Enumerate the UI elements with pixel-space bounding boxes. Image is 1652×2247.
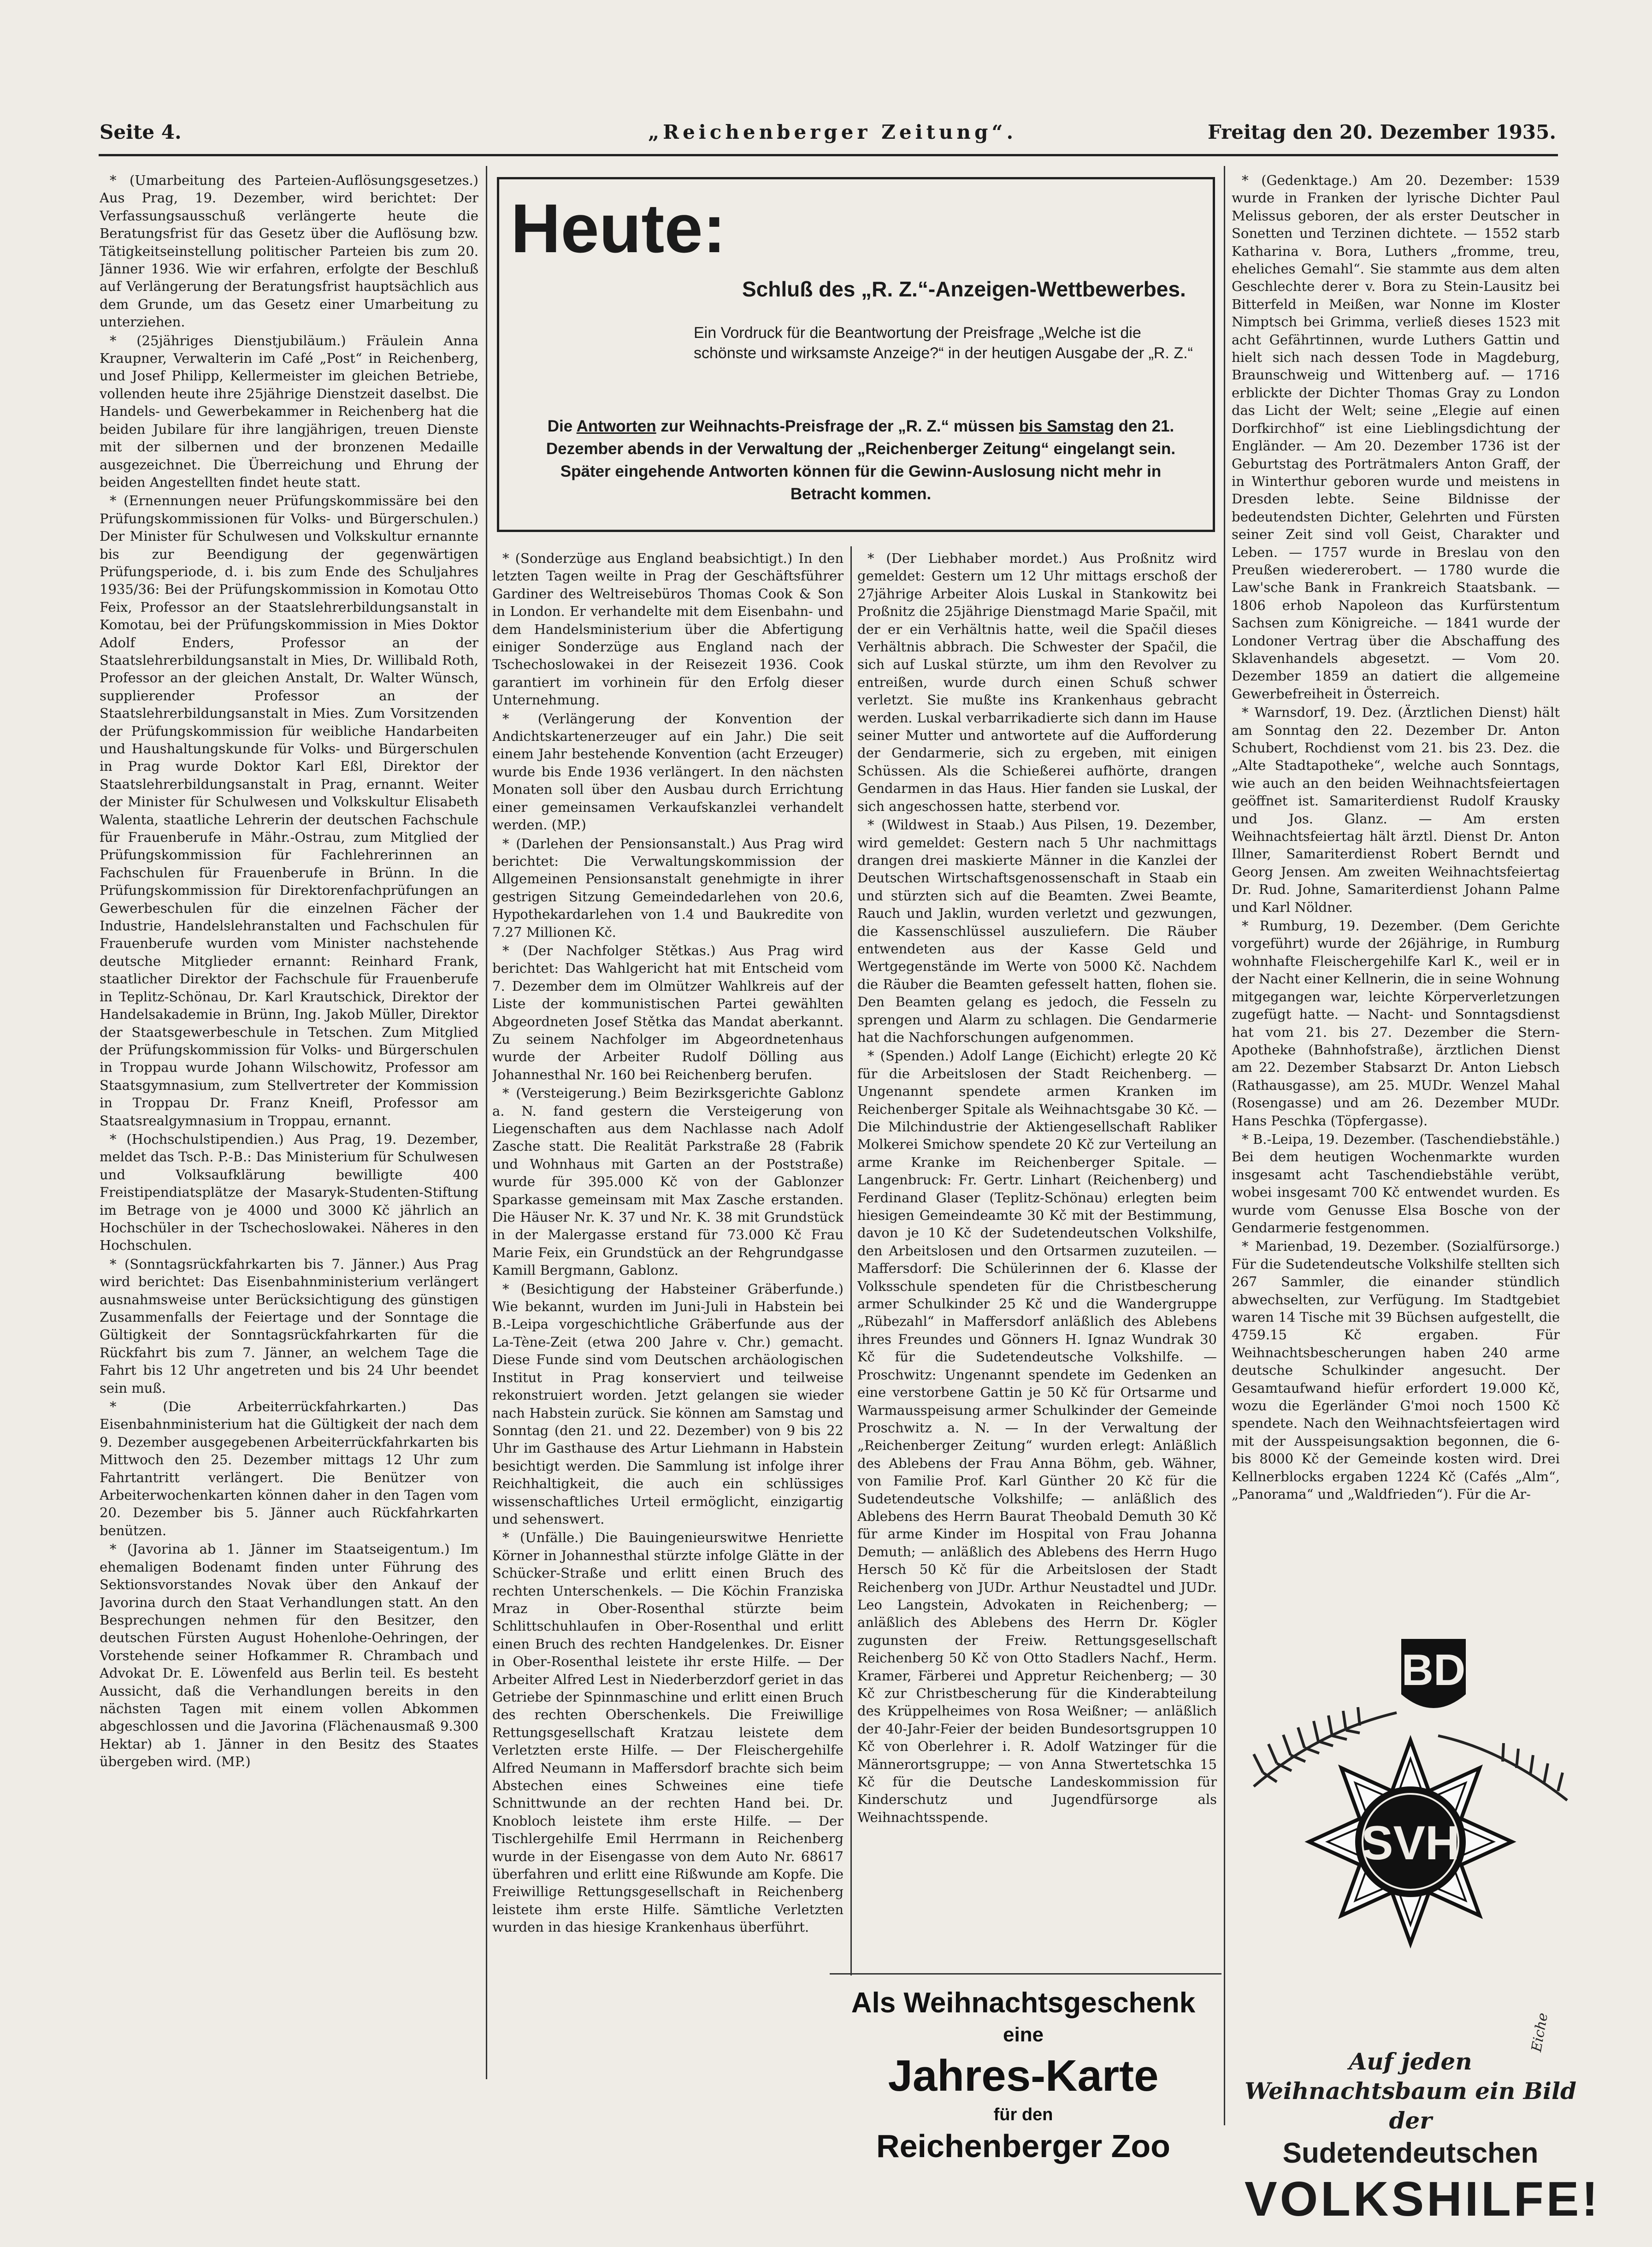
article-sonderzuege: * (Sonderzüge aus England beabsichtigt.) In den letzten Tagen weilte in Prag der Geschäftsführer Gardiner des Weltreisebüros Thomas Cook & Son in London. Er verhandelte mit dem Eisenbahn- und dem Handelsministerium über die Abfertigung einiger Sonderzüge aus England nach der Tschechoslowakei in der Reisezeit 1936. Cook garantiert im vorhinein für den Erfolg dieser Unternehmung. [492,550,844,708]
column-rule-2 [850,546,852,1975]
ad-volkshilfe-line-1: Auf jeden Weihnachtsbaum ein Bild der [1245,2048,1576,2134]
article-dienstjubilaeum: * (25jähriges Dienstjubiläum.) Fräulein Anna Kraupner, Verwalterin im Café „Post“ in Reichenberg, und Josef Philipp, Kellermeister im gleichen Betriebe, vollenden heute ihre 25jährige Dienstzeit daselbst. Die Handels- und Gewerbekammer in Reichenberg hat die beiden Jubilare für ihre langjährigen, treuen Dienste mit der silbernen und der bronzenen Medaille ausgezeichnet. Die Überreichung und Ehrung der beiden Angestellten findet heute statt. [100,332,478,490]
article-versteigerung: * (Versteigerung.) Beim Bezirksgerichte Gablonz a. N. fand gestern die Versteigerung von Liegenschaften aus dem Nachlasse nach Adolf Zasche statt. Die Realität Parkstraße 28 (Fabrik und Wohnhaus mit Garten an der Poststraße) wurde für 395.000 Kč von der Gablonzer Sparkasse gemeinsam mit Max Zasche erstanden. Die Häuser Nr. K. 37 und Nr. K. 38 mit Grundstück in der Malergasse erstand für 73.000 Kč Frau Marie Feix, ein Grundstück an der Rehgrundgasse Kamill Bergmann, Gablonz. [492,1085,844,1278]
article-rumburg: * Rumburg, 19. Dezember. (Dem Gerichte vorgeführt) wurde der 26jährige, in Rumburg wohnhafte Fleischergehilfe Karl K., weil er in der Nacht einer Kellnerin, die in seine Wohnung mitgegangen war, leichte Körperverletzungen zugefügt hatte. — Nacht- und Sonntagsdienst hat vom 21. bis 27. Dezember die Stern-Apotheke (Bahnhofstraße), ärztlichen Dienst am 22. Dezember Stabsarzt Dr. Anton Liebsch (Rathausgasse), am 25. MUDr. Wenzel Mahal (Rosengasse) und am 26. Dezember MUDr. Hans Peschka (Töpfergasse). [1232,918,1560,1129]
article-spenden: * (Spenden.) Adolf Lange (Eichicht) erlegte 20 Kč für die Arbeitslosen der Stadt Reichenberg. — Ungenannt spendete armen Kranken im Reichenberger Spitale als Weihnachtsgabe 30 Kč. — Die Milchindustrie der Aktiengesellschaft Rabliker Molkerei Smichow spendete 20 Kč zur Verteilung an arme Kranke im Reichenberger Spitale. — Langenbruck: Fr. Gertr. Linhart (Reichenberg) und Ferdinand Glaser (Teplitz-Schönau) erlegten beim hiesigen Gemeindeamte 30 Kč mit der Bestimmung, davon je 10 Kč der Sudetendeutschen Volkshilfe, den Arbeitslosen und den Ortsarmen zuzuteilen. — Maffersdorf: Die Schülerinnen der 6. Klasse der Volksschule spendeten für die Christbescherung armer Schulkinder 25 Kč und die Wandergruppe „Rübezahl“ in Maffersdorf anläßlich des Ablebens ihres Freundes und Gönners H. Ignaz Wundrak 30 Kč für die Sudetendeutsche Volkshilfe. — Proschwitz: Ungenannt spendete im Gedenken an eine verstorbene Gattin je 50 Kč für Ortsarme und Warmausspeisung armer Schulkinder der Gemeinde Proschwitz a. N. — In der Verwaltung der „Reichenberger Zeitung“ wurden erlegt: Anläßlich des Ablebens der Frau Anna Böhm, geb. Wähner, von Familie Prof. Karl Günther 20 Kč für die Sudetendeutsche Volkshilfe; — anläßlich des Ablebens des Herrn Baurat Theobald Demuth 30 Kč für arme Kinder im Hospital von Frau Johanna Demuth; — anläßlich des Ablebens des Herrn Hugo Hersch 50 Kč für die Arbeitslosen der Stadt Reichenberg von JUDr. Arthur Neustadtel und JUDr. Leo Langstein, Advokaten in Reichenberg; — anläßlich des Ablebens des Herrn Dr. Kögler zugunsten der Freiw. Rettungsgesellschaft Reichenberg 50 Kč von Otto Stadlers Nachf., Herm. Kramer, Färberei und Appretur Reichenberg; — 30 Kč zur Christbescherung für die Kinderabteilung des Krüppelheimes von Rosa Weißner; — anläßlich der 40-Jahr-Feier der beiden Bundesortsgruppen 10 Kč von Oberlehrer i. R. Adolf Watzinger für die Männerortsgruppe; — von Anna Stwertetschka 15 Kč für die Deutsche Landeskommission für Kinderschutz und Jugendfürsorge als Weihnachtsspende. [857,1048,1217,1825]
svh-emblem-text: SVH [1361,1816,1460,1870]
masthead [100,121,1556,149]
article-nachfolger: * (Der Nachfolger Stětkas.) Aus Prag wird berichtet: Das Wahlgericht hat mit Entscheid vom 7. Dezember dem im Olmützer Wahlkreis auf der Liste der kommunistischen Partei gewählten Abgeordneten Josef Stětka das Mandat aberkannt. Zu seinem Nachfolger im Abgeordnetenhaus wurde der Arbeiter Rudolf Dölling aus Johannesthal Nr. 160 bei Reichenberg berufen. [492,942,844,1082]
ad-heute-deadline-c: den 21. Dezember abends in der Verwaltung der „Reichenberger Zeitung“ eingelangt sein. Später eingehende Antworten können für die Gewinn-Auslosung nicht mehr in Betracht kommen. [546,417,1176,503]
zoo-ad-rule [830,1973,1221,1975]
artist-signature: Eiche [1528,2011,1552,2053]
newspaper-name: „Reichenberger Zeitung“. [648,121,1017,143]
column-1 [100,171,478,2066]
article-bleipa: * B.-Leipa, 19. Dezember. (Taschendiebstähle.) Bei dem heutigen Wochenmarkte wurden insgesamt acht Taschendiebstähle verübt, wobei insgesamt 700 Kč entwendet wurden. Es wurde vom Genusse Elsa Bosche von der Gendarmerie festgenommen. [1232,1131,1560,1236]
article-unfaelle: * (Unfälle.) Die Bauingenieurswitwe Henriette Körner in Johannesthal stürzte infolge Glätte in der Schücker-Straße und erlitt einen Bruch des rechten Unterschenkels. — Die Köchin Franziska Mraz in Ober-Rosenthal stürzte beim Schlittschuhlaufen in Ober-Rosenthal und erlitt einen Bruch des rechten Handgelenkes. Dr. Eisner in Ober-Rosenthal leistete ihr erste Hilfe. — Der Arbeiter Alfred Lest in Niederberzdorf geriet in das Getriebe der Spinnmaschine und erlitt einen Bruch des rechten Oberschenkels. Die Freiwillige Rettungsgesellschaft Kratzau leistete dem Verletzten erste Hilfe. — Der Fleischergehilfe Alfred Neumann in Maffersdorf brachte sich beim Abstechen eines Schweines eine tiefe Schnittwunde an der rechten Hand bei. Dr. Knobloch leistete ihm erste Hilfe. — Der Tischlergehilfe Emil Herrmann in Reichenberg wurde in der Eisengasse von dem Auto Nr. 68617 überfahren und erlitt eine Rißwunde am Kopfe. Die Freiwillige Rettungsgesellschaft in Reichenberg leistete ihm erste Hilfe. Sämtliche Verletzten wurden in das hiesige Krankenhaus überführt. [492,1530,844,1935]
article-habstein: * (Besichtigung der Habsteiner Gräberfunde.) Wie bekannt, wurden im Juni-Juli in Habstein bei B.-Leipa vorgeschichtliche Gräberfunde aus der La-Tène-Zeit (etwa 200 Jahre v. Chr.) gemacht. Diese Funde sind vom Deutschen archäologischen Institut in Prag konserviert und teilweise rekonstruiert worden. Jetzt gelangen sie wieder nach Habstein zurück. Sie können am Samstag und Sonntag (den 21. und 22. Dezember) von 9 bis 22 Uhr im Gasthause des Artur Liehmann in Habstein besichtigt werden. Die Sammlung ist infolge ihrer Reichhaltigkeit, die auch ein schlüssiges wissenschaftliches Urteil ermöglicht, einzigartig und sehenswert. [492,1281,844,1527]
ad-heute-text: Ein Vordruck für die Beantwortung der Preisfrage „Welche ist die schönste und wirksamste Anzeige?“ in der heutigen Ausgabe der „R. Z.“ [694,324,1193,362]
ad-zoo-line-2: eine [1003,2023,1044,2046]
article-wildwest: * (Wildwest in Staab.) Aus Pilsen, 19. Dezember, wird gemeldet: Gestern nach 5 Uhr nachmittags drangen drei maskierte Männer in die Kanzlei der Deutschen Wirtschaftsgenossenschaft in Staab ein und stürzten sich auf die Beamten. Zwei Beamte, Rauch und Jaklin, wurden verletzt und gezwungen, die Kassenschlüssel auszuliefern. Die Räuber entwendeten aus der Kasse Geld und Wertgegenstände im Werte von 5000 Kč. Nachdem die Räuber die Beamten gefesselt hatten, flohen sie. Den Beamten gelang es jedoch, die Fesseln zu sprengen und Alarm zu schlagen. Die Gendarmerie hat die Nachforschungen aufgenommen. [857,817,1217,1045]
ad-zoo-line-5: Reichenberger Zoo [876,2128,1170,2164]
column-4 [1232,171,1560,1612]
issue-date: Freitag den 20. Dezember 1935. [1208,121,1556,143]
ad-zoo [834,1985,1212,2166]
ad-volkshilfe-line-3: VOLKSHILFE! [1245,2172,1601,2226]
ad-zoo-line-4: für den [993,2105,1053,2124]
column-rule-3 [1224,166,1225,2125]
column-2 [492,550,844,1983]
ad-heute-deadline-b: zur Weihnachts-Preisfrage der „R. Z.“ müssen [656,417,1019,435]
ad-volkshilfe-caption [1245,2047,1601,2227]
article-pruefungskommissaere: * (Ernennungen neuer Prüfungskommissäre bei den Prüfungskommissionen für Volks- und Bürgerschulen.) Der Minister für Schulwesen und Volkskultur ernannte bis zur Beendigung der gegenwärtigen Prüfungsperiode, d. i. bis zum Ende des Schuljahres 1935/36: Bei der Prüfungskommission in Komotau Otto Feix, Professor an der Staatslehrerbildungsanstalt in Komotau, bei der Prüfungskommission in Mies Doktor Adolf Enders, Professor an der Staatslehrerbildungsanstalt in Mies, Dr. Willibald Roth, Professor an der gleichen Anstalt, Dr. Walter Wünsch, supplierender Professor an der Staatslehrerbildungsanstalt in Mies. Zum Vorsitzenden der Prüfungskommission für weibliche Handarbeiten und Haushaltungskunde für Volks- und Bürgerschulen in Prag wurde Doktor Karl Eßl, Direktor der Staatslehrerbildungsanstalt in Prag, ernannt. Weiter der Minister für Schulwesen und Volkskultur Elisabeth Walenta, staatliche Lehrerin der deutschen Fachschule für Frauenberufe in Mähr.-Ostrau, zum Mitglied der Prüfungskommission für Fachlehrerinnen an Fachschulen für Frauenberufe in Brünn. In die Prüfungskommission für Direktorenfachprüfungen an Gewerbeschulen für die einzelnen Fächer der Industrie, Handelslehranstalten und Fachschulen für Frauenberufe wurden vom Minister nachstehende deutsche Mitglieder ernannt: Reinhard Frank, staatlicher Direktor der Fachschule für Frauenberufe in Teplitz-Schönau, Dr. Karl Krautschick, Direktor der Handelsakademie in Brünn, Ing. Jakob Müller, Direktor der Staatsgewerbeschule in Tetschen. Zum Mitglied der Prüfungskommission für Volks- und Bürgerschulen in Troppau wurde Johann Wilschowitz, Professor am Staatsgymnasium, zum Stellvertreter der Kommission in Troppau Dr. Franz Kneifl, Professor am Staatsrealgymnasium in Troppau, ernannt. [100,493,478,1129]
column-rule-1 [486,166,487,2079]
ad-heute-subtitle: Schluß des „R. Z.“-Anzeigen-Wettbewerbes. [742,277,1186,301]
column-3 [857,550,1217,1960]
header-rule [99,154,1558,156]
ad-heute-deadline [525,415,1196,505]
article-marienbad: * Marienbad, 19. Dezember. (Sozialfürsorge.) Für die Sudetendeutsche Volkshilfe stellten sich 267 Sammler, die einander stündlich abwechselten, zur Verfügung. Im Stadtgebiet waren 14 Tische mit 39 Büchsen aufgestellt, die 4759.15 Kč ergaben. Für Weihnachtsbescherungen haben 240 arme deutsche Schulkinder angesucht. Der Gesamtaufwand hiefür erfordert 19.000 Kč, wozu die Egerländer G'moi noch 1500 Kč spendete. Nach den Weihnachtsfeiertagen wird mit der Ausspeisungsaktion begonnen, die 6- bis 8000 Kč der Gemeinde kosten wird. Drei Kellnerblocks ergaben 1224 Kč (Cafés „Alm“, „Panorama“ und „Waldfrieden“). Für die Ar- [1232,1238,1560,1502]
ad-zoo-line-3: Jahres-Karte [888,2051,1159,2100]
article-gedenktage: * (Gedenktage.) Am 20. Dezember: 1539 wurde in Franken der lyrische Dichter Paul Melissus geboren, der als erster Deutscher in Sonetten und Terzinen dichtete. — 1552 starb Katharina v. Bora, Luthers „fromme, treu, eheliches Gemahl“. Sie stammte aus dem alten Geschlechte derer v. Bora zu Stein-Lausitz bei Bitterfeld in Meißen, war Nonne im Kloster Nimptsch bei Grimma, verließ dieses 1523 mit acht Gefährtinnen, wurde Luthers Gattin und hielt sich nach dessen Tode in Magdeburg, Braunschweig und Wittenberg auf. — 1716 erblickte der Dichter Thomas Gray zu London das Licht der Welt; seine „Elegie auf einen Dorfkirchhof“ ist eine Lieblingsdichtung der Engländer. — Am 20. Dezember 1736 ist der Geburtstag des Porträtmalers Anton Graff, der in Winterthur geboren wurde und meistens in Dresden lebte. Seine Bildnisse der bedeutendsten Dichter, Gelehrten und Fürsten seiner Zeit sind voll Geist, Charakter und Leben. — 1757 wurde in Breslau von den Preußen wiedererobert. — 1780 wurde die Law'sche Bank in Frankreich Staatsbank. — 1806 erhob Napoleon das Kurfürstentum Sachsen zum Königreiche. — 1841 wurde der Londoner Vertrag über die Abschaffung des Sklavenhandels abgesetzt. — Vom 20. Dezember 1859 an datiert die allgemeine Gewerbefreiheit in Österreich. [1232,172,1560,702]
article-warnsdorf: * Warnsdorf, 19. Dez. (Ärztlichen Dienst) hält am Sonntag den 22. Dezember Dr. Anton Schubert, Rochdienst vom 21. bis 23. Dez. die „Alte Stadtapotheke“, welche auch Sonntags, wie auch an den beiden Weihnachtsfeiertagen geöffnet ist. Samariterdienst Rudolf Krausky und Jos. Glanz. — Am ersten Weihnachtsfeiertag hält ärztl. Dienst Dr. Anton Illner, Samariterdienst Robert Berndt und Georg Jensen. Am zweiten Weihnachtsfeiertag Dr. Rud. Johne, Samariterdienst Johann Palme und Karl Nöldner. [1232,704,1560,915]
article-javorina: * (Javorina ab 1. Jänner im Staatseigentum.) Im ehemaligen Bodenamt finden unter Führung des Sektionsvorstandes Novak über den Ankauf der Javorina durch den Staat Verhandlungen statt. An den Besprechungen nehmen für den Besitzer, den deutschen Fürsten August Hohenlohe-Oehringen, der Vorstehende seiner Hofkammer R. Chrambach und Advokat Dr. E. Löwenfeld aus Berlin teil. Es besteht Aussicht, daß die Verhandlungen bereits in den nächsten Tagen mit einem vollen Abkommen abgeschlossen und die Javorina (Flächenausmaß 9.300 Hektar) ab 1. Jänner in den Besitz des Staates übergeben wird. (MP.) [100,1541,478,1770]
bd-emblem-text: BD [1401,1645,1466,1695]
article-arbeiterrueckfahrkarten: * (Die Arbeiterrückfahrkarten.) Das Eisenbahnministerium hat die Gültigkeit der nach dem 9. Dezember ausgegebenen Arbeiterrückfahrkarten bis Mittwoch den 25. Dezember mittags 12 Uhr zum Fahrtantritt verlängert. Die Benützer von Arbeiterwochenkarten können daher in den Tagen vom 20. Dezember bis 5. Jänner auch Rückfahrkarten benützen. [100,1399,478,1538]
ad-heute-deadline-a: Die [547,417,577,435]
ad-heute-title: Heute: [511,189,726,267]
ad-heute-deadline-samstag: bis Samstag [1019,417,1114,435]
ad-zoo-line-1: Als Weihnachtsgeschenk [851,1987,1196,2019]
article-pensionsanstalt: * (Darlehen der Pensionsanstalt.) Aus Prag wird berichtet: Die Verwaltungskommission der Allgemeinen Pensionsanstalt genehmigte in ihrer gestrigen Sitzung Gemeindedarlehen von 20.6, Hypothekardarlehen von 1.4 und Baukredite von 7.27 Millionen Kč. [492,835,844,940]
article-liebhaber: * (Der Liebhaber mordet.) Aus Proßnitz wird gemeldet: Gestern um 12 Uhr mittags erschoß der 27jährige Arbeiter Alois Luskal in Stankowitz bei Proßnitz die 25jährige Dienstmagd Marie Spačil, mit der er ein Verhältnis hatte, weil die Spačil dieses Verhältnis abbrach. Die Schwester der Spačil, die sich auf Luskal stürzte, um ihm den Revolver zu entreißen, wurde durch einen Schuß schwer verletzt. Sie mußte ins Krankenhaus gebracht werden. Luskal verbarrikadierte sich dann im Hause seiner Mutter und antwortete auf die Aufforderung der Gendarmerie, sich zu ergeben, mit einigen Schüssen. Als die Schießerei aufhörte, drangen Gendarmen in das Haus. Hier fanden sie Luskal, der sich angeschossen hatte, sterbend vor. [857,550,1217,814]
article-sonntagsrueckfahrkarten: * (Sonntagsrückfahrkarten bis 7. Jänner.) Aus Prag wird berichtet: Das Eisenbahnministerium verlängert ausnahmsweise unter Berücksichtigung des günstigen Zusammenfalls der Feiertage und der Sonntage die Gültigkeit der Sonntagsrückfahrkarten für die Rückfahrt bis zum 7. Jänner, an welchem Tage die Fahrt bis 12 Uhr angetreten und bis 24 Uhr beendet sein muß. [100,1256,478,1396]
ad-volkshilfe-line-2: Sudetendeutschen [1282,2137,1539,2169]
article-parteien: * (Umarbeitung des Parteien-Auflösungsgesetzes.) Aus Prag, 19. Dezember, wird berichtet: Der Verfassungsausschuß verlängerte heute die Beratungsfrist für das Gesetz über die Auflösung bzw. Tätigkeitseinstellung politischer Parteien bis zum 20. Jänner 1936. Wie wir erfahren, erfolgte der Beschluß auf Verlängerung der Beratungsfrist hauptsächlich aus dem Grunde, um das Gesetz einer Umarbeitung zu unterziehen. [100,172,478,330]
ad-heute-deadline-antworten: Antworten [576,417,656,435]
article-konvention: * (Verlängerung der Konvention der Andichtskartenerzeuger auf ein Jahr.) Die seit einem Jahr bestehende Konvention (acht Erzeuger) wurde bis Ende 1936 verlängert. In den nächsten Monaten soll über den Ausbau durch Errichtung einer gemeinsamen Verkaufskanzlei verhandelt werden. (MP.) [492,710,844,833]
page-number: Seite 4. [100,121,182,143]
article-hochschulstipendien: * (Hochschulstipendien.) Aus Prag, 19. Dezember, meldet das Tsch. P.-B.: Das Ministerium für Schulwesen und Volksaufklärung bewilligte 400 Freistipendiatsplätze der Masaryk-Studenten-Stiftung im Betrage von je 4000 und 3000 Kč jährlich an Hochschüler in der Tschechoslowakei. Näheres in den Hochschulen. [100,1131,478,1254]
